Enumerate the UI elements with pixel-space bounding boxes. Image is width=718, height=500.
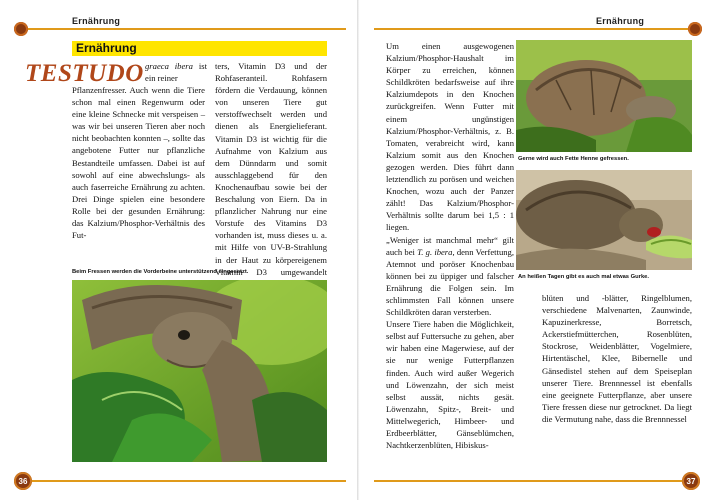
fette-henne-photo bbox=[516, 40, 692, 152]
header-ornament-icon bbox=[688, 22, 702, 36]
right-col2-paragraph: blüten und -blätter, Ringelblumen, verschiedene Malvenarten, Zaunwinde, Kapuzinerkresse, Borretsch, Ackerstiefmütterchen, Rosenblüten, Stockrose, Weidenblätter, Vogelmiere, Hirtentäschel, Klee, Bibernelle und Gänsedistel stehen auf dem Speiseplan unserer Tiere. Brennnessel ist ebenfalls eine geeignete Futterpflanze, aber unsere Tiere fressen diese nur getrocknet. Da liegt die Vermutung nahe, dass die Brennnessel bbox=[542, 293, 692, 424]
header-rule bbox=[374, 28, 692, 30]
right-page bbox=[360, 0, 718, 500]
dropcap-title: TESTUDO bbox=[25, 60, 144, 87]
footer-rule bbox=[374, 480, 692, 482]
left-column-1 bbox=[72, 84, 205, 241]
section-title: Ernährung bbox=[76, 41, 137, 55]
header-rule bbox=[28, 28, 346, 30]
right-col1-paragraph-1: Um einen ausgewogenen Kalzium/Phosphor-Haushalt im Körper zu erreichen, können Schildkröten bedarfsweise auf ihre Kalziumdepots in den Knochen zurückgreifen. Wenn Futter mit einem ungünstigen Kalzium/Phosphor-Verhältnis, z. B. Tomaten, verabreicht wird, kann Kalzium somit aus den Knochen gezogen werden. Dies führt dann letztendlich zu porösen und weichen Knochen, wozu auch der Panzer zählt! Das Kalzium/Phosphor-Verhältnis sollte darum bei 1,5 : 1 liegen. bbox=[386, 41, 514, 233]
right-col1-quote-paragraph bbox=[386, 234, 514, 319]
header-ornament-icon bbox=[14, 22, 28, 36]
species-name: graeca ibera bbox=[145, 61, 193, 71]
left-column-2 bbox=[215, 60, 327, 290]
left-col1-paragraph: Pflanzenfresser. Auch wenn die Tiere schon mal einen Regenwurm oder eine kleine Schnecke mit verspeisen – was wir bei unseren Tieren aber noch nicht beobachten konnten –, sollte das angebotene Futter nur pflanzliche Bestandteile umfassen. Dabei ist auf sowohl auf eine abwechslungs- als auch faserreiche Ernährung zu achten. Drei Dinge spielen eine besondere Rolle bei der gesunden Ernährung: das Kalzium/Phosphor-Verhältnis des Fut- bbox=[72, 85, 205, 241]
right-col1-paragraph-2: Unsere Tiere haben die Möglichkeit, selbst auf Futtersuche zu gehen, aber wir haben eine Magerwiese, auf der sie nur wenige Futterpflanzen finden. Auch wird außer Wegerich und Löwenzahn, der sich meist selbst aussät, nichts gesät. Löwenzahn, Spitz-, Breit- und Mittelwegerich, Himbeer- und Erdbeerblätter, Gänseblümchen, Nachtkerzenblüten, Hibiskus- bbox=[386, 319, 514, 451]
right-column-2 bbox=[542, 292, 692, 425]
running-header: Ernährung bbox=[596, 16, 645, 26]
lede-line bbox=[145, 60, 207, 84]
bottom-photo-caption: An heißen Tagen gibt es auch mal etwas Gurke. bbox=[518, 274, 649, 280]
left-page bbox=[0, 0, 358, 500]
quote-after: , denn Verfettung, Atemnot und poröser Knochenbau können bei zu üppiger und falscher Ernährung die Folgen sein. Im schlimmsten Fall können unsere Schildkröten daran versterben. bbox=[386, 246, 514, 318]
left-photo-caption: Beim Fressen werden die Vorderbeine unterstützend eingesetzt. bbox=[72, 269, 249, 275]
gurke-photo bbox=[516, 170, 692, 270]
quote-before: „Weniger ist manchmal mehr“ gilt auch bei bbox=[386, 234, 514, 257]
left-col2-paragraph: ters, Vitamin D3 und der Rohfaseranteil. Rohfasern fördern die Verdauung, können von unseren Tiere gut verstoffwechselt werden und dienen als Energielieferant. Vitamin D3 ist wichtig für die Aufnahme von Kalzium aus dem Dünndarm und somit ausschlaggebend für den Knochenaufbau sowie bei der Beschalung von Eiern. Da in pflanzlicher Nahrung nur eine Vorstufe des Vitamins D3 vorhanden ist, muss dieses u. a. mit Hilfe von UV-B-Strahlung in der Haut zu körpereigenem Vitamin D3 umgewandelt bbox=[215, 61, 327, 277]
top-photo-caption: Gerne wird auch Fette Henne gefressen. bbox=[518, 156, 629, 162]
quote-species: T. g. ibera bbox=[417, 246, 453, 257]
lede-rest: ist ein reiner bbox=[145, 61, 207, 84]
page-number-badge: 37 bbox=[682, 472, 700, 490]
tortoise-eating-photo bbox=[72, 280, 327, 462]
footer-rule bbox=[28, 480, 346, 482]
page-number-badge: 36 bbox=[14, 472, 32, 490]
running-header: Ernährung bbox=[72, 16, 121, 26]
right-column-1 bbox=[386, 40, 514, 451]
